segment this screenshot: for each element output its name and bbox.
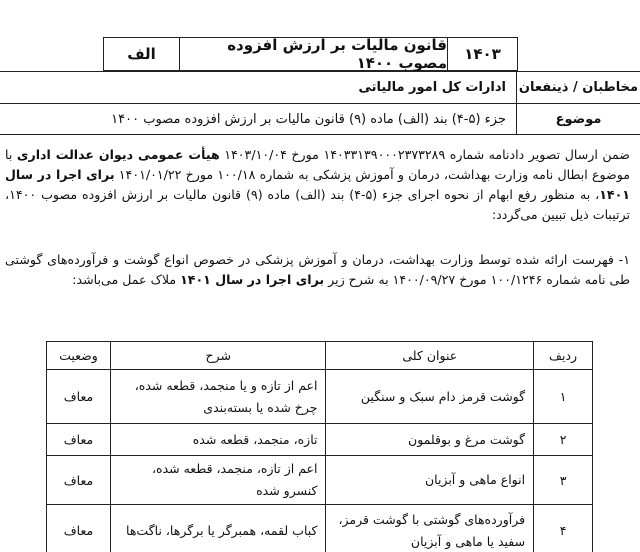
row-status: معاف <box>47 370 111 424</box>
row-title: فرآورده‌های گوشتی با گوشت قرمز، سفید یا ماهی و آبزیان <box>326 505 534 552</box>
table-row <box>47 424 593 456</box>
table-row <box>47 456 593 505</box>
table-row <box>47 370 593 424</box>
audience-row <box>0 72 640 103</box>
col-header-description: شرح <box>110 342 326 370</box>
table-row <box>47 505 593 552</box>
intro-text-c: با موضوع ابطال نامه وزارت بهداشت، درمان و آموزش پزشکی به شماره ۱۰۰/۱۸ مورخ ۱۴۰۱/۰۱/۲۲ <box>5 147 630 182</box>
intro-text-e: ، به منظور رفع ابهام از نحوه اجرای جزء (۵-۴) بند (الف) ماده (۹) قانون مالیات بر ارزش افزوده مصوب ۱۴۰۰، ترتیبات ذیل تبیین می‌گردد: <box>5 187 630 222</box>
row-title: انواع ماهی و آبزیان <box>326 456 534 505</box>
header-title: قانون مالیات بر ارزش افزوده مصوب ۱۴۰۰ <box>179 38 447 70</box>
row-status: معاف <box>47 456 111 505</box>
item-one-year-phrase: برای اجرا در سال ۱۴۰۱ <box>180 272 325 287</box>
row-description: کباب لقمه، همبرگر یا برگرها، ناگت‌ها <box>110 505 326 552</box>
item-one-text-c: ملاک عمل می‌باشد: <box>72 272 181 287</box>
subject-label: موضوع <box>516 104 640 134</box>
row-number: ۲ <box>534 424 593 456</box>
subject-row <box>0 103 640 134</box>
intro-year-phrase: برای اجرا در سال ۱۴۰۱ <box>5 167 630 202</box>
row-title: گوشت مرغ و بوقلمون <box>326 424 534 456</box>
row-status: معاف <box>47 505 111 552</box>
item-one-paragraph <box>5 250 630 290</box>
row-description: اعم از تازه، منجمد، قطعه شده، کنسرو شده <box>110 456 326 505</box>
row-description: اعم از تازه و یا منجمد، قطعه شده، چرخ شده یا بسته‌بندی <box>110 370 326 424</box>
row-title: گوشت قرمز دام سبک و سنگین <box>326 370 534 424</box>
col-header-row-number: ردیف <box>534 342 593 370</box>
row-status: معاف <box>47 424 111 456</box>
header-number: ۱۴۰۳ <box>447 38 517 70</box>
col-header-status: وضعیت <box>47 342 111 370</box>
meta-table <box>0 71 640 135</box>
intro-court-name: هیأت عمومی دیوان عدالت اداری <box>16 147 220 162</box>
document-header <box>103 37 518 71</box>
intro-text-a: ضمن ارسال تصویر دادنامه شماره ۱۴۰۳۳۱۳۹۰۰۰۲۳۷۳۲۸۹ مورخ ۱۴۰۳/۱۰/۰۴ <box>219 147 630 162</box>
item-one-text-a: ۱- فهرست ارائه شده توسط وزارت بهداشت، درمان و آموزش پزشکی در خصوص انواع گوشت و فرآورده‌های گوشتی طی نامه شماره ۱۰۰/۱۲۴۶ مورخ ۱۴۰۰/۰۹/۲۷ به شرح زیر <box>5 252 630 287</box>
row-number: ۳ <box>534 456 593 505</box>
audience-value: ادارات کل امور مالیاتی <box>358 80 506 95</box>
col-header-title: عنوان کلی <box>326 342 534 370</box>
row-number: ۱ <box>534 370 593 424</box>
row-description: تازه، منجمد، قطعه شده <box>110 424 326 456</box>
header-letter: الف <box>127 45 156 63</box>
audience-label: مخاطبان / ذینفعان <box>516 72 640 103</box>
row-number: ۴ <box>534 505 593 552</box>
subject-value: جزء (۵-۴) بند (الف) ماده (۹) قانون مالیات بر ارزش افزوده مصوب ۱۴۰۰ <box>111 111 506 127</box>
table-header-row <box>47 342 593 370</box>
intro-paragraph <box>5 145 630 225</box>
meat-products-table <box>46 341 593 552</box>
